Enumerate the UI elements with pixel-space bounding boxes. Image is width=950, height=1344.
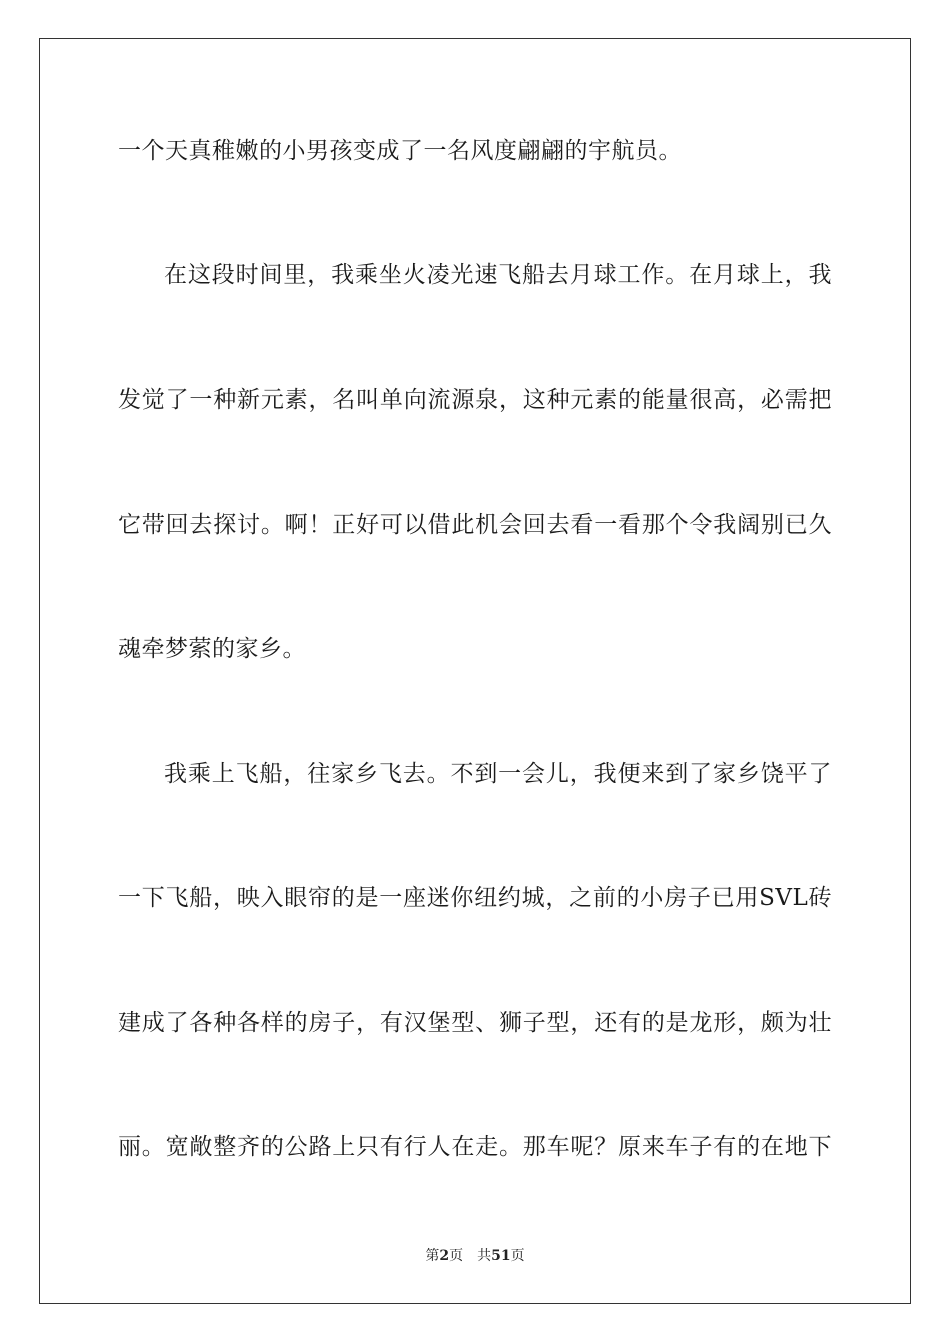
- page-border: [39, 38, 911, 1304]
- text-line-4: 它带回去探讨。啊！正好可以借此机会回去看一看那个令我阔别已久: [118, 512, 832, 538]
- text-line-3: 发觉了一种新元素，名叫单向流源泉，这种元素的能量很高，必需把: [118, 387, 832, 413]
- page-suffix: 页: [449, 1248, 464, 1264]
- text-line-6: 我乘上飞船，往家乡飞去。不到一会儿，我便来到了家乡饶平了: [164, 761, 832, 787]
- page-number: 2: [439, 1248, 450, 1264]
- text-line-2: 在这段时间里，我乘坐火凌光速飞船去月球工作。在月球上，我: [164, 262, 832, 288]
- text-line-9: 丽。宽敞整齐的公路上只有行人在走。那车呢？原来车子有的在地下: [118, 1134, 832, 1160]
- text-line-8: 建成了各种各样的房子，有汉堡型、狮子型，还有的是龙形，颇为壮: [118, 1010, 832, 1036]
- text-line-1: 一个天真稚嫩的小男孩变成了一名风度翩翩的宇航员。: [118, 138, 682, 164]
- total-suffix: 页: [510, 1248, 525, 1264]
- text-line-7: 一下飞船，映入眼帘的是一座迷你纽约城，之前的小房子已用SVL砖: [118, 885, 832, 911]
- total-prefix: 共: [477, 1248, 492, 1264]
- total-pages: 51: [491, 1248, 511, 1264]
- page-prefix: 第: [425, 1248, 440, 1264]
- text-line-5: 魂牵梦萦的家乡。: [118, 636, 306, 662]
- page-footer: [0, 1246, 950, 1266]
